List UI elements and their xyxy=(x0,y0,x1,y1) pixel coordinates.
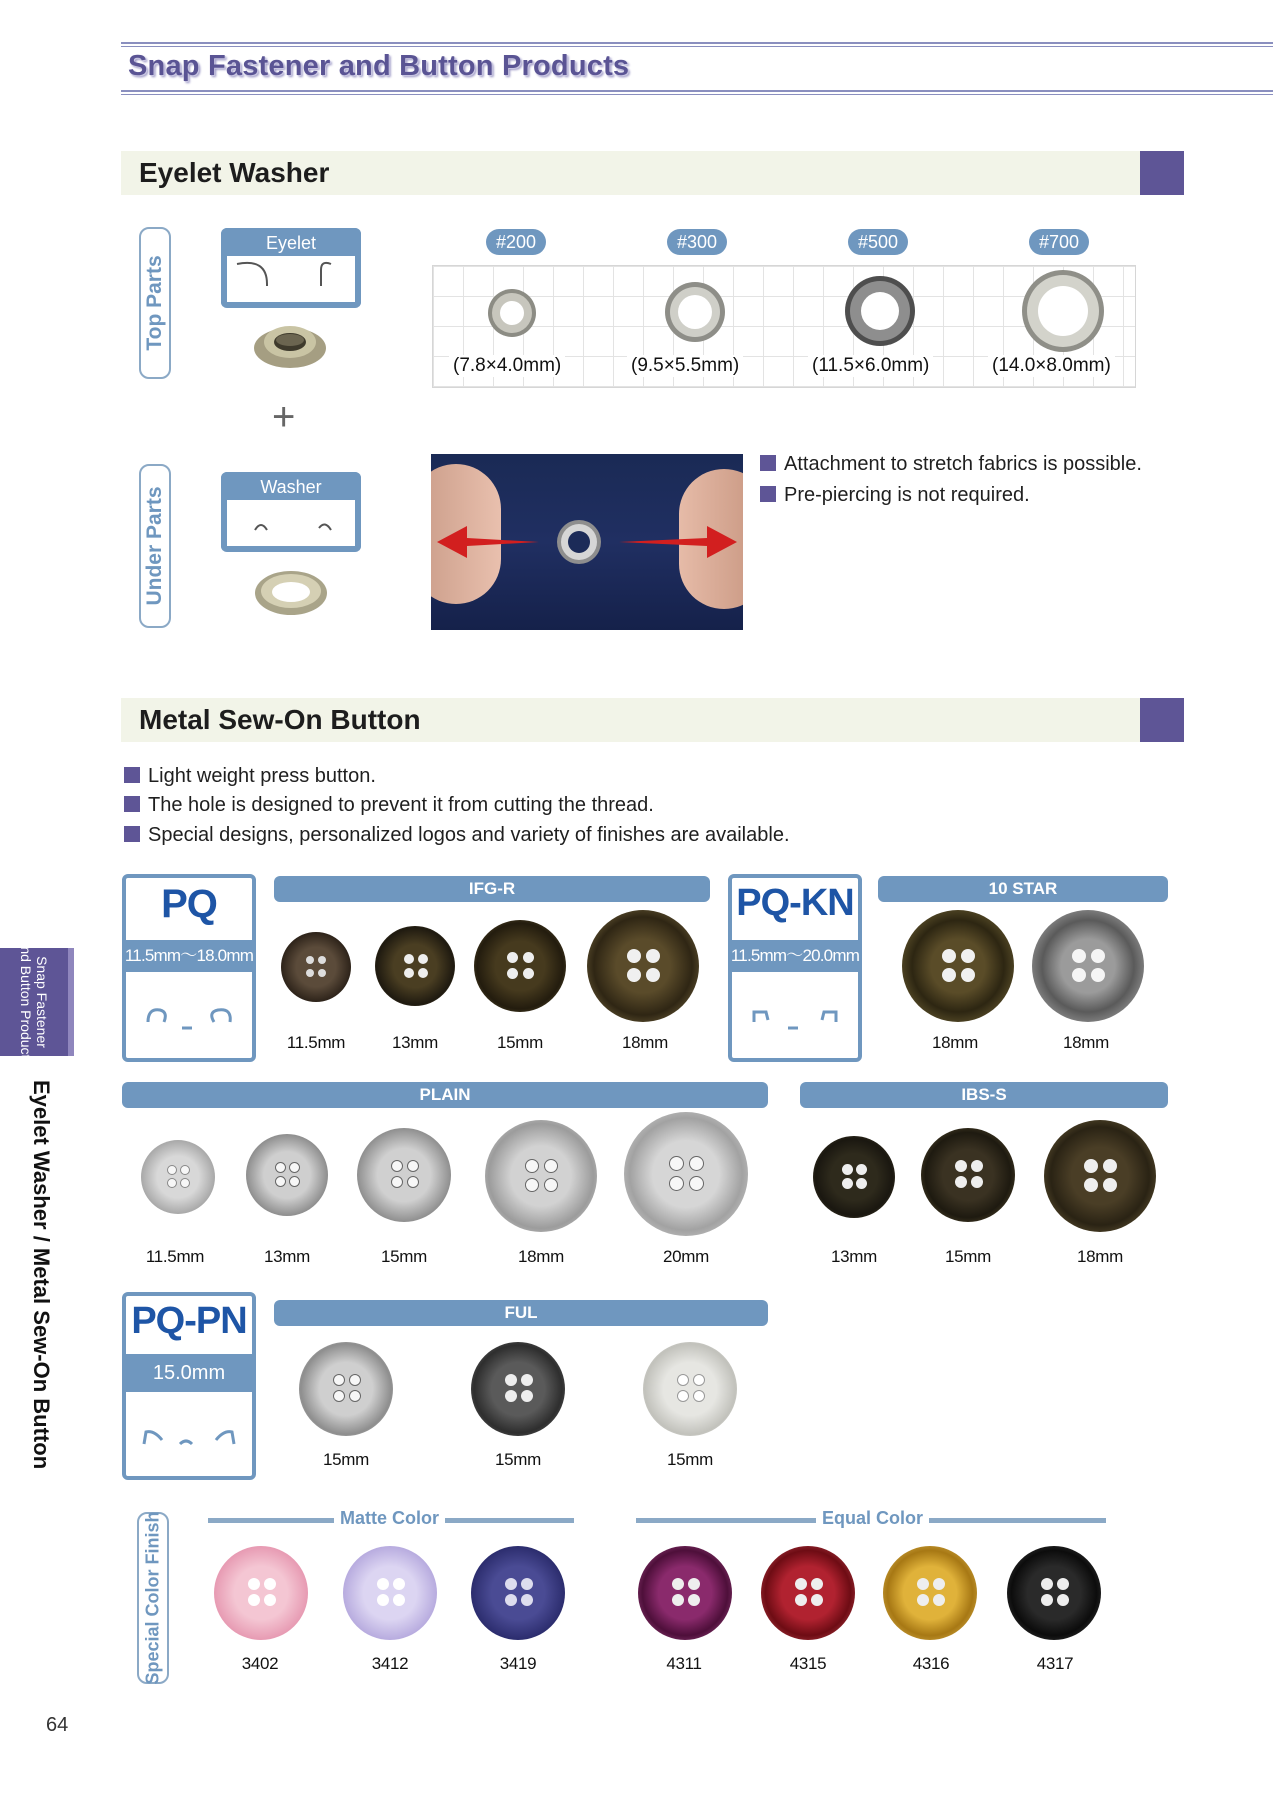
washer-part-box xyxy=(221,472,361,552)
button-ful-white xyxy=(643,1342,737,1436)
product-pq xyxy=(122,874,256,1062)
special-color-finish-label: Special Color Finish xyxy=(137,1512,169,1684)
size-tag-700: #700 xyxy=(1029,229,1089,255)
button-equal-4311 xyxy=(638,1546,732,1640)
eyelet-profile-icon xyxy=(227,256,355,302)
series-ibs-s-bar: IBS-S xyxy=(800,1082,1168,1108)
button-plain-11-5 xyxy=(141,1140,215,1214)
product-size-range: 11.5mm〜18.0mm xyxy=(122,940,256,972)
size-tag-200: #200 xyxy=(486,229,546,255)
size-tag-500: #500 xyxy=(848,229,908,255)
header-rule-bottom xyxy=(121,90,1273,92)
color-code-label: 3419 xyxy=(499,1654,537,1673)
eyelet-200-image xyxy=(484,285,540,341)
plus-sign: + xyxy=(272,395,296,439)
page-title: Snap Fastener and Button Products xyxy=(128,50,630,82)
header-rule-top-2 xyxy=(121,46,1273,47)
color-code-label: 4315 xyxy=(789,1654,827,1673)
size-dim-700: (14.0×8.0mm) xyxy=(988,355,1115,377)
product-pq-kn xyxy=(728,874,862,1062)
product-name: PQ-PN xyxy=(131,1300,247,1342)
button-ifg-r-15 xyxy=(474,920,566,1012)
size-label: 13mm xyxy=(263,1247,311,1266)
pq-kn-profile-icon xyxy=(732,998,858,1038)
washer-photo xyxy=(252,568,330,618)
sewon-feature-1: Light weight press button. xyxy=(124,765,376,788)
size-label: 18mm xyxy=(517,1247,565,1266)
eyelet-500-image xyxy=(843,274,917,348)
section-metal-sew-on-button xyxy=(121,698,1184,742)
size-dim-500: (11.5×6.0mm) xyxy=(808,355,933,377)
button-ful-silver xyxy=(299,1342,393,1436)
washer-profile-icon xyxy=(227,500,355,546)
top-parts-label: Top Parts xyxy=(139,227,171,379)
button-equal-4315 xyxy=(761,1546,855,1640)
section-marker xyxy=(1140,698,1184,742)
series-ful-bar: FUL xyxy=(274,1300,768,1326)
section-marker xyxy=(1140,151,1184,195)
size-label: 13mm xyxy=(391,1033,439,1052)
eyelet-part-box xyxy=(221,228,361,308)
section-title: Metal Sew-On Button xyxy=(139,704,421,735)
series-plain-bar: PLAIN xyxy=(122,1082,768,1108)
series-10-star-bar: 10 STAR xyxy=(878,876,1168,902)
button-equal-4316 xyxy=(883,1546,977,1640)
header-rule-bottom-2 xyxy=(121,94,1273,95)
button-ifg-r-11-5 xyxy=(281,932,351,1002)
size-label: 15mm xyxy=(322,1450,370,1469)
size-tag-300: #300 xyxy=(667,229,727,255)
product-name: PQ-KN xyxy=(736,882,854,924)
product-size-range: 11.5mm〜20.0mm xyxy=(728,940,862,972)
eyelet-feature-1: Attachment to stretch fabrics is possible. xyxy=(760,453,1142,476)
size-label: 18mm xyxy=(931,1033,979,1052)
button-plain-15 xyxy=(357,1128,451,1222)
page-number: 64 xyxy=(46,1714,69,1736)
washer-part-label: Washer xyxy=(221,472,361,500)
button-ifg-r-13 xyxy=(375,926,455,1006)
header-rule-top xyxy=(121,42,1273,44)
size-label: 13mm xyxy=(830,1247,878,1266)
button-ibs-s-15 xyxy=(921,1128,1015,1222)
button-matte-3412 xyxy=(343,1546,437,1640)
pq-profile-icon xyxy=(126,998,252,1038)
button-10-star-bronze xyxy=(902,910,1014,1022)
sewon-feature-3: Special designs, personalized logos and variety of finishes are available. xyxy=(124,824,790,847)
button-equal-4317 xyxy=(1007,1546,1101,1640)
size-label: 11.5mm xyxy=(286,1033,346,1052)
color-code-label: 4311 xyxy=(666,1654,702,1673)
side-section-title: Eyelet Washer / Metal Sew-On Button xyxy=(29,1080,54,1470)
size-label: 11.5mm xyxy=(145,1247,205,1266)
size-label: 15mm xyxy=(380,1247,428,1266)
button-ibs-s-13 xyxy=(813,1136,895,1218)
eyelet-part-label: Eyelet xyxy=(221,228,361,256)
size-label: 15mm xyxy=(944,1247,992,1266)
color-code-label: 3412 xyxy=(371,1654,409,1673)
size-dim-300: (9.5×5.5mm) xyxy=(627,355,743,377)
series-ifg-r-bar: IFG-R xyxy=(274,876,710,902)
stretch-fabric-photo xyxy=(431,454,743,630)
eyelet-feature-2: Pre-piercing is not required. xyxy=(760,484,1030,507)
button-matte-3419 xyxy=(471,1546,565,1640)
button-plain-18 xyxy=(485,1120,597,1232)
sewon-feature-2: The hole is designed to prevent it from cutting the thread. xyxy=(124,794,654,817)
button-ibs-s-18 xyxy=(1044,1120,1156,1232)
size-label: 15mm xyxy=(496,1033,544,1052)
button-plain-13 xyxy=(246,1134,328,1216)
color-code-label: 3402 xyxy=(241,1654,279,1673)
button-plain-20 xyxy=(624,1112,748,1236)
side-tab-line-1: Snap Fastener xyxy=(34,956,50,1048)
section-eyelet-washer xyxy=(121,151,1184,195)
size-label: 15mm xyxy=(666,1450,714,1469)
product-pq-pn xyxy=(122,1292,256,1480)
button-ifg-r-18 xyxy=(587,910,699,1022)
button-10-star-silver xyxy=(1032,910,1144,1022)
under-parts-label: Under Parts xyxy=(139,464,171,628)
equal-color-title: Equal Color xyxy=(816,1508,929,1529)
product-size-range: 15.0mm xyxy=(122,1354,256,1392)
pq-pn-profile-icon xyxy=(126,1416,252,1456)
size-label: 18mm xyxy=(1062,1033,1110,1052)
section-title: Eyelet Washer xyxy=(139,157,330,188)
size-label: 18mm xyxy=(1076,1247,1124,1266)
color-code-label: 4316 xyxy=(912,1654,950,1673)
product-name: PQ xyxy=(161,882,217,926)
size-label: 15mm xyxy=(494,1450,542,1469)
color-code-label: 4317 xyxy=(1036,1654,1074,1673)
eyelet-300-image xyxy=(663,280,727,344)
button-ful-gunmetal xyxy=(471,1342,565,1436)
size-label: 20mm xyxy=(662,1247,710,1266)
eyelet-700-image xyxy=(1020,268,1106,354)
eyelet-photo xyxy=(250,312,330,372)
side-tab-line-2: and Button Products xyxy=(18,938,34,1066)
side-tab-snap-fastener[interactable] xyxy=(0,938,74,1066)
stretch-arrows-icon xyxy=(431,454,743,630)
size-label: 18mm xyxy=(621,1033,669,1052)
size-dim-200: (7.8×4.0mm) xyxy=(449,355,565,377)
matte-color-title: Matte Color xyxy=(334,1508,445,1529)
button-matte-3402 xyxy=(214,1546,308,1640)
